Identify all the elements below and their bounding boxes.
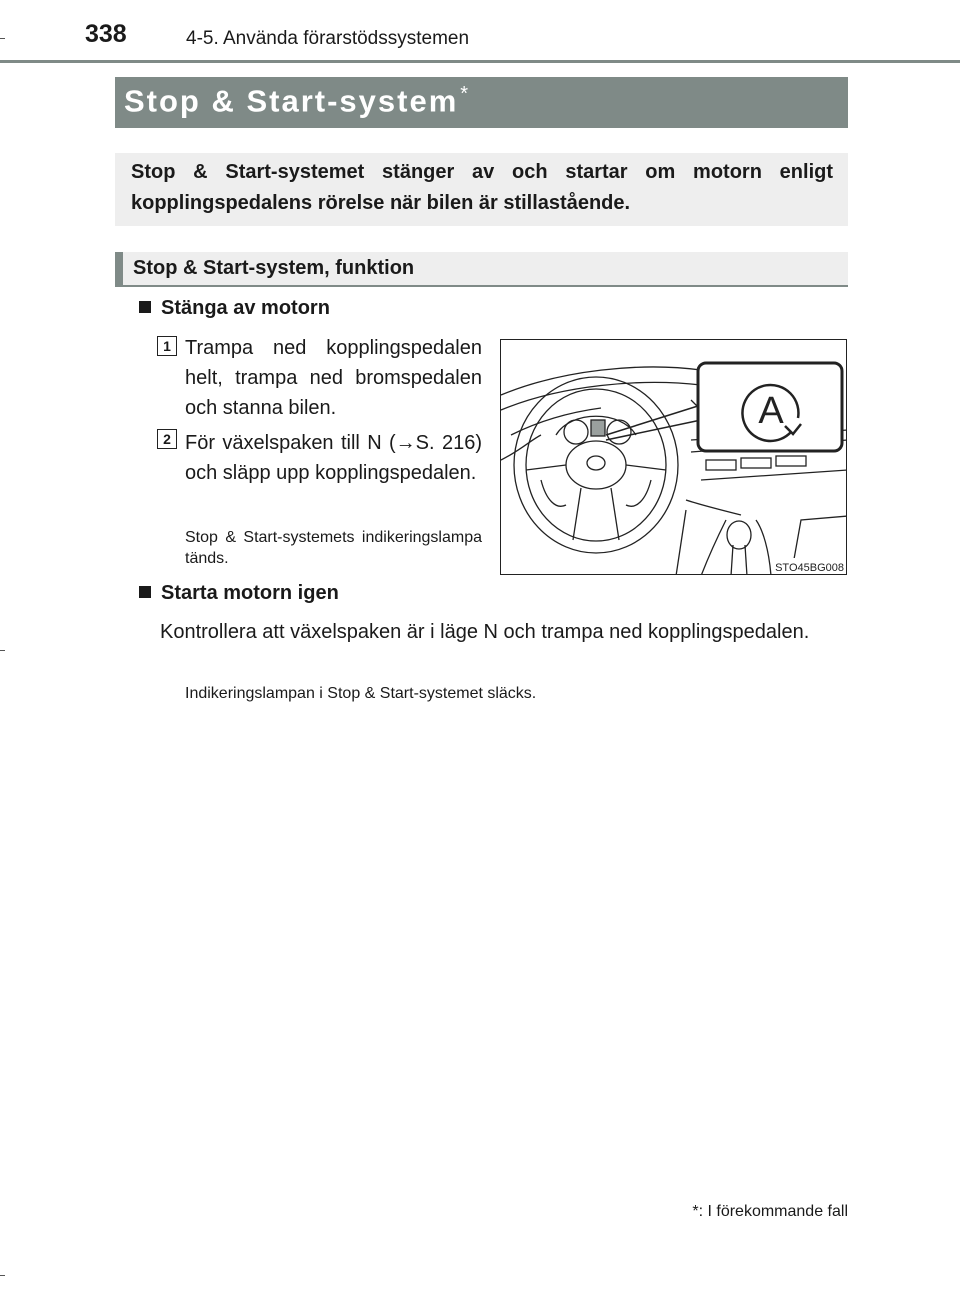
step-2-text: För växelspaken till N (→S. 216) och släpp upp kopplingspedalen. [185,432,482,484]
square-bullet-icon [139,301,151,313]
subheader-marker [115,252,123,287]
indicator-letter: A [758,390,784,432]
dashboard-drawing [501,340,847,575]
dashboard-illustration [500,339,847,575]
asterisk-icon: * [692,1203,699,1220]
header-rule [0,60,960,63]
intro-text: Stop & Start-systemet stänger av och startar om motorn enligt kopplingspedalens rörelse när bilen är stillastående. [131,161,833,214]
restart-engine-heading [139,582,339,605]
footnote-text: : I förekommande fall [698,1203,848,1220]
crop-mark [0,650,5,651]
step-number-1: 1 [157,336,177,356]
intro-box [115,153,848,226]
stop-engine-heading [139,297,330,320]
footnote [692,1203,848,1221]
restart-engine-text: Kontrollera att växelspaken är i läge N och trampa ned kopplingspedalen. [160,621,810,643]
subsection-header [115,252,848,287]
step-1-text: Trampa ned kopplingspedalen helt, trampa ned bromspedalen och stanna bilen. [185,337,482,419]
restart-engine-note: Indikeringslampan i Stop & Start-systemet släcks. [185,685,537,702]
section-title: 4-5. Använda förarstödssystemen [186,28,470,49]
illustration-code: STO45BG008 [775,562,844,574]
stop-engine-note: Stop & Start-systemets indikeringslampa tänds. [185,529,482,567]
restart-engine-heading-text: Starta motorn igen [161,582,339,604]
square-bullet-icon [139,586,151,598]
step-number-2: 2 [157,429,177,449]
title-bar [115,77,848,128]
page-title-text: Stop & Start-system [124,83,459,119]
crop-mark [0,38,5,39]
crop-mark [0,1275,5,1276]
page-number: 338 [85,20,127,48]
page-title [124,83,470,119]
subsection-title: Stop & Start-system, funktion [133,257,415,279]
stop-engine-heading-text: Stänga av motorn [161,297,330,319]
asterisk-icon: * [460,83,471,105]
